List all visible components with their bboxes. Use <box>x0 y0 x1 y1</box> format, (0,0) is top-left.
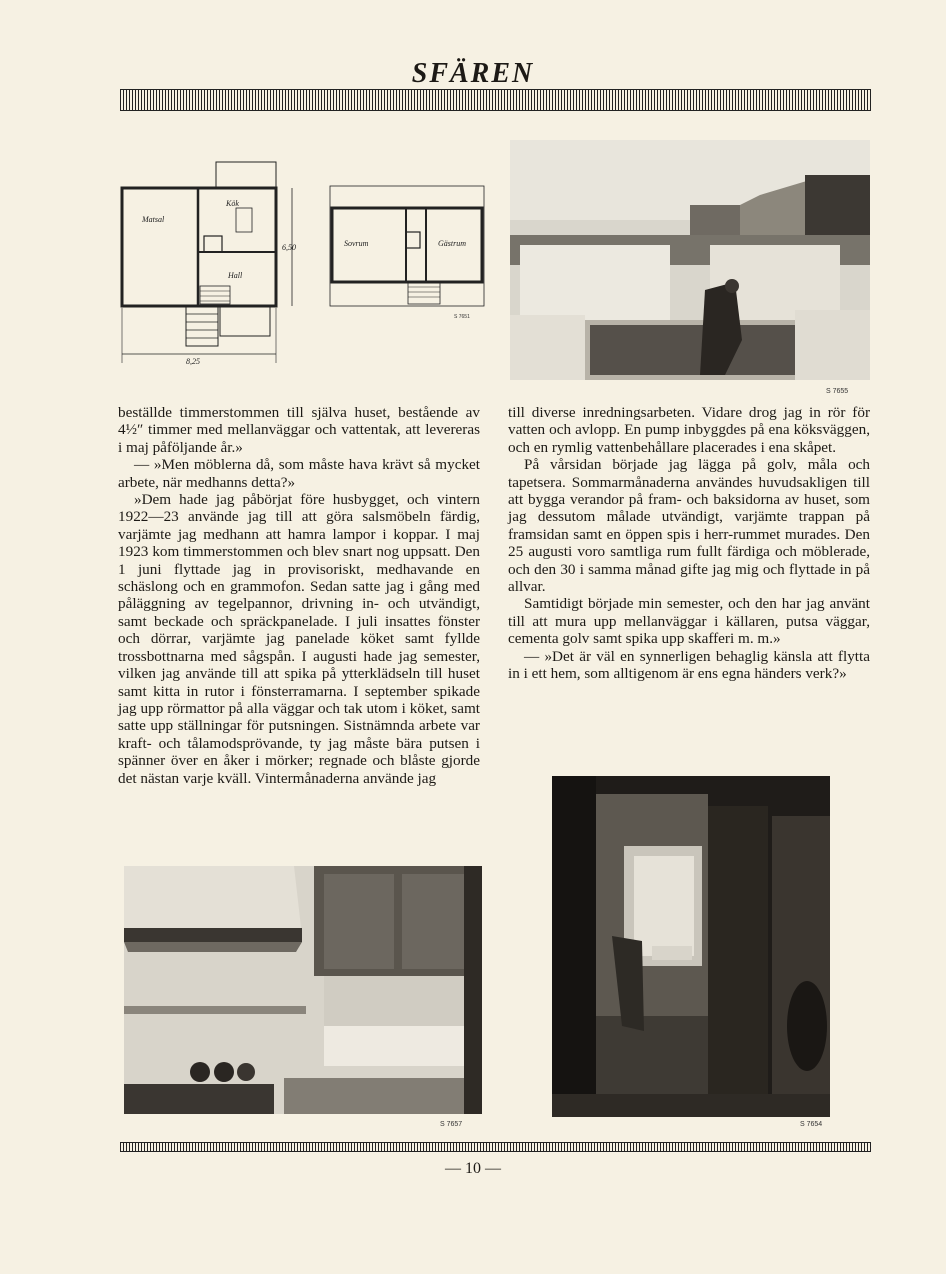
dimension-width: 8,25 <box>186 357 200 366</box>
plate-code-plan: S 7651 <box>454 314 470 320</box>
paragraph: beställde timmerstommen till själva huset, bestående av 4½″ timmer med mellanväggar och vattentak, att levereras i maj påföljande år.» <box>118 404 480 456</box>
header-rule <box>120 89 871 111</box>
room-label-matsal: Matsal <box>142 215 165 224</box>
plate-code-doorway: S 7654 <box>800 1121 823 1128</box>
text-column-right <box>508 404 870 683</box>
floor-plan-ground <box>116 158 302 368</box>
photo-building-site <box>510 140 870 380</box>
magazine-title: SFÄREN <box>411 58 535 89</box>
room-label-gastrum: Gästrum <box>438 239 467 248</box>
plate-code-building: S 7655 <box>826 388 849 395</box>
page-number: — 10 — <box>445 1160 501 1177</box>
paragraph: Samtidigt började min semester, och den har jag använt till att mura upp mellanväggar i källaren, putsa väggar, cementa golv samt spika upp skafferi m. m.» <box>508 595 870 648</box>
dimension-height: 6,50 <box>282 243 296 252</box>
floor-plan-upper <box>326 184 486 324</box>
paragraph: — »Det är väl en synnerligen behaglig känsla att flytta in i ett hem, som alltigenom är ens egna händers verk?» <box>508 647 870 683</box>
paragraph: till diverse inredningsarbeten. Vidare drog jag in rör för vatten och avlopp. En pump inbyggdes på ena köksväggen, och en rymlig vattenbehållare placerades i ena skåpet. <box>508 404 870 456</box>
photo-doorway <box>552 776 830 1117</box>
room-label-sovrum: Sovrum <box>344 239 369 248</box>
room-label-kok: Kök <box>226 199 239 208</box>
photo-kitchen <box>124 866 482 1114</box>
paragraph: — »Men möblerna då, som måste hava krävt så mycket arbete, när medhanns detta?» <box>118 456 480 491</box>
paragraph: »Dem hade jag påbörjat före husbygget, och vintern 1922—23 använde jag till att göra salsmöbeln färdig, varjämte jag medhann att hamra lampor i koppar. I maj 1923 kom timmerstommen och blev snart nog uppsatt. Den 1 juni flyttade jag in provisoriskt, medhavande en schäslong och en grammofon. Sedan satte jag i gång med påläggning av tegelpannor, drivning in- och utvändigt, samt beckade och spräckpanelade. I juli insattes fönster och dörrar, varjämte jag panelade köket samt fyllde trossbottnarna med sågspån. I augusti hade jag semester, vilken jag använde till att spika på ytterklädseln till huset samt kitta in rutor i fönsterramarna. I september spikade jag upp rörmattor på alla väggar och tak utom i köket, samt satte upp ställningar för putsningen. Sistnämnda arbete var kraft- och tålamodsprövande, ty jag måste bära putsen i spänner över en åker i mörker; regnade och blåste gjorde det nästan varje kväll. Vintermånaderna använde jag <box>118 491 480 787</box>
room-label-hall: Hall <box>228 271 243 280</box>
footer-rule <box>120 1142 871 1152</box>
plate-code-kitchen: S 7657 <box>440 1121 463 1128</box>
paragraph: På vårsidan började jag lägga på golv, måla och tapetsera. Sommarmånaderna användes huvudsakligen till att bygga verandor på fram- och baksidorna av huset, som jag dessutom målade utvändigt, varjämte trappan på framsidan samt en öppen spis i herr-rummet murades. Den 25 augusti voro samtliga rum fullt färdiga och möblerade, och den 30 i samma månad gifte jag mig och flyttade in på allvar. <box>508 456 870 596</box>
text-column-left <box>118 404 480 787</box>
